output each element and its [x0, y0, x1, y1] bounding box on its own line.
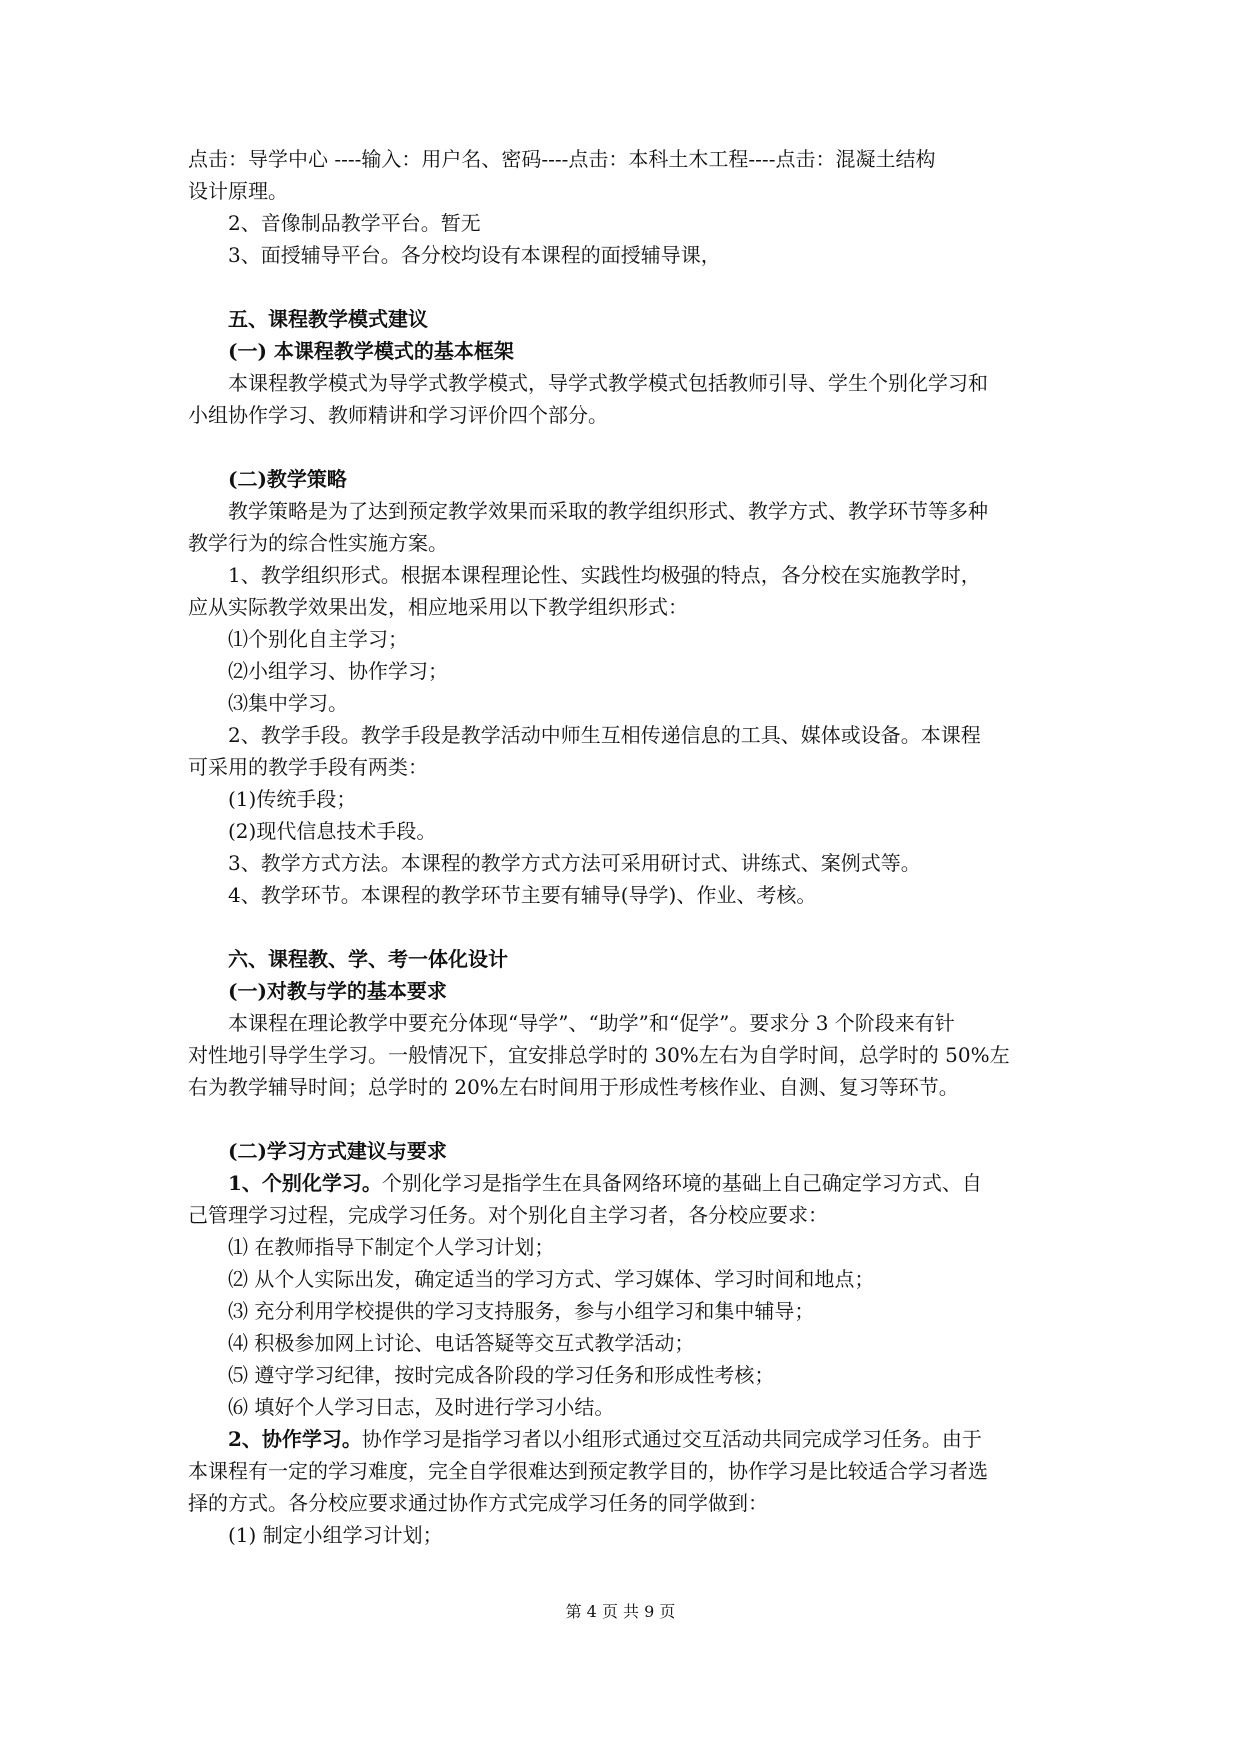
paragraph-line: 择的方式。各分校应要求通过协作方式完成学习任务的同学做到： — [188, 1491, 768, 1515]
inline-text: 个别化学习是指学生在具备网络环境的基础上自己确定学习方式、自 — [381, 1171, 982, 1195]
paragraph-line: 本课程教学模式为导学式教学模式，导学式教学模式包括教师引导、学生个别化学习和 — [228, 371, 988, 395]
paragraph-line: 3、教学方式方法。本课程的教学方式方法可采用研讨式、讲练式、案例式等。 — [228, 851, 921, 875]
list-item: 3、面授辅导平台。各分校均设有本课程的面授辅导课， — [228, 243, 721, 267]
text-line: 点击：导学中心 ----输入：用户名、密码----点击：本科土木工程----点击：混凝土结构 — [188, 147, 936, 171]
list-item: ⑵ 从个人实际出发，确定适当的学习方式、学习媒体、学习时间和地点； — [228, 1267, 875, 1291]
paragraph-line: 教学策略是为了达到预定教学效果而采取的教学组织形式、教学方式、教学环节等多种 — [228, 499, 988, 523]
section-heading: 五、课程教学模式建议 — [228, 307, 428, 331]
list-item: ⑷ 积极参加网上讨论、电话答疑等交互式教学活动； — [228, 1331, 695, 1355]
subsection-heading: (二)学习方式建议与要求 — [228, 1139, 447, 1163]
document-body — [188, 143, 1054, 1551]
list-item: ⑶集中学习。 — [228, 691, 348, 715]
list-item: (1)传统手段； — [228, 787, 357, 811]
list-item: 2、音像制品教学平台。暂无 — [228, 211, 481, 235]
paragraph-line: 2、教学手段。教学手段是教学活动中师生互相传递信息的工具、媒体或设备。本课程 — [228, 723, 981, 747]
inline-bold-label: 1、个别化学习。 — [228, 1171, 382, 1195]
list-item: (1) 制定小组学习计划； — [228, 1523, 443, 1547]
inline-text: 协作学习是指学习者以小组形式通过交互活动共同完成学习任务。由于 — [361, 1427, 982, 1451]
paragraph-line: 4、教学环节。本课程的教学环节主要有辅导(导学)、作业、考核。 — [228, 883, 817, 907]
paragraph-line: 本课程有一定的学习难度，完全自学很难达到预定教学目的，协作学习是比较适合学习者选 — [188, 1459, 988, 1483]
list-item: ⑵小组学习、协作学习； — [228, 659, 448, 683]
list-item: ⑴个别化自主学习； — [228, 627, 408, 651]
inline-bold-label: 2、协作学习。 — [228, 1427, 362, 1451]
subsection-heading: (一) 本课程教学模式的基本框架 — [228, 339, 514, 363]
subsection-heading: (一)对教与学的基本要求 — [228, 979, 447, 1003]
spacer — [188, 271, 1054, 303]
paragraph-line — [188, 1167, 1054, 1199]
list-item: (2)现代信息技术手段。 — [228, 819, 437, 843]
list-item: ⑴ 在教师指导下制定个人学习计划； — [228, 1235, 555, 1259]
list-item: ⑶ 充分利用学校提供的学习支持服务，参与小组学习和集中辅导； — [228, 1299, 815, 1323]
paragraph-line: 右为教学辅导时间；总学时的 20%左右时间用于形成性考核作业、自测、复习等环节。 — [188, 1075, 959, 1099]
paragraph-line: 己管理学习过程，完成学习任务。对个别化自主学习者，各分校应要求： — [188, 1203, 828, 1227]
list-item: ⑸ 遵守学习纪律，按时完成各阶段的学习任务和形成性考核； — [228, 1363, 775, 1387]
paragraph-line — [188, 1423, 1054, 1455]
paragraph-line: 可采用的教学手段有两类： — [188, 755, 428, 779]
paragraph-line: 对性地引导学生学习。一般情况下，宜安排总学时的 30%左右为自学时间，总学时的 50%左 — [188, 1043, 1010, 1067]
paragraph-line: 小组协作学习、教师精讲和学习评价四个部分。 — [188, 403, 608, 427]
paragraph-line: 应从实际教学效果出发，相应地采用以下教学组织形式： — [188, 595, 688, 619]
section-heading: 六、课程教、学、考一体化设计 — [228, 947, 508, 971]
list-item: ⑹ 填好个人学习日志，及时进行学习小结。 — [228, 1395, 615, 1419]
paragraph-line: 本课程在理论教学中要充分体现“导学”、“助学”和“促学”。要求分 3 个阶段来有针 — [228, 1011, 955, 1035]
spacer — [188, 431, 1054, 463]
paragraph-line: 1、教学组织形式。根据本课程理论性、实践性均极强的特点，各分校在实施教学时， — [228, 563, 981, 587]
spacer — [188, 911, 1054, 943]
text-line: 设计原理。 — [188, 179, 288, 203]
paragraph-line: 教学行为的综合性实施方案。 — [188, 531, 448, 555]
page-footer: 第 4 页 共 9 页 — [565, 1602, 676, 1621]
spacer — [188, 1103, 1054, 1135]
subsection-heading: (二)教学策略 — [228, 467, 347, 491]
